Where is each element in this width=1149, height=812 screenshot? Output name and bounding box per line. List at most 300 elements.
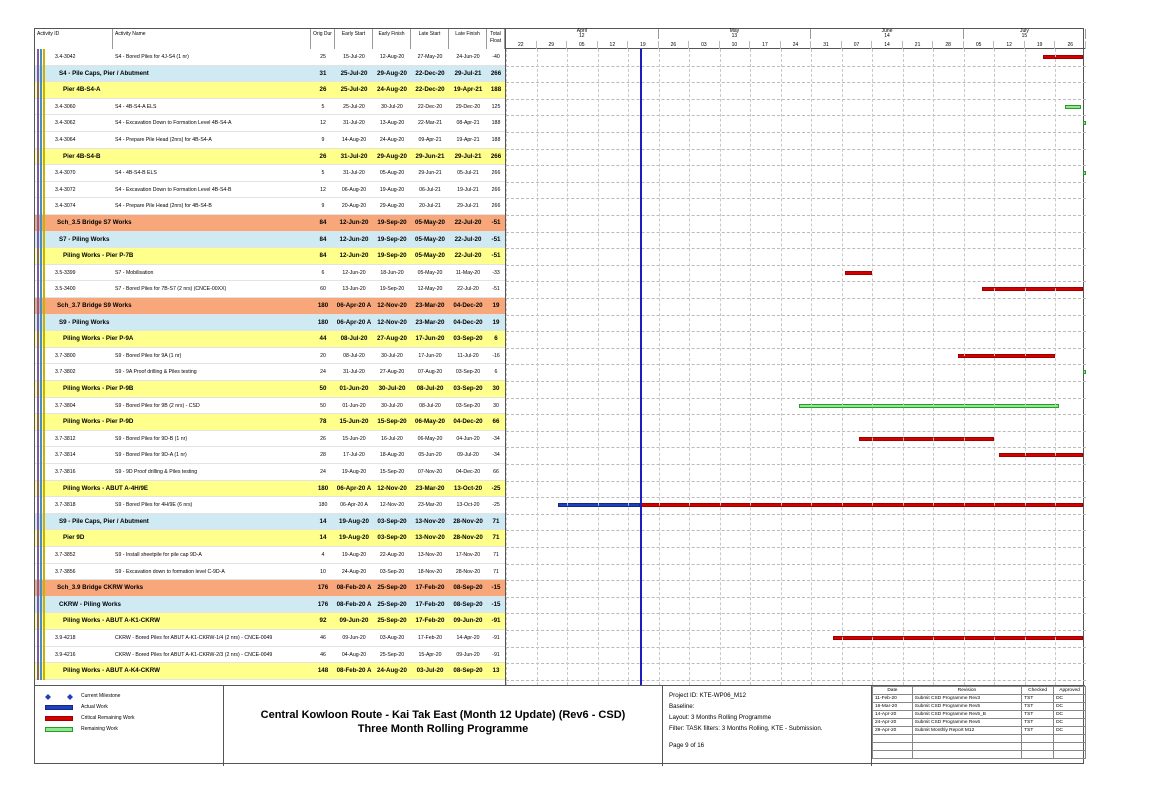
critical-bar[interactable] xyxy=(958,354,1056,358)
cell-ef: 18-Jun-20 xyxy=(380,269,404,276)
timescale-week: 21 xyxy=(903,41,934,49)
col-header-activity-name[interactable]: Activity Name xyxy=(113,29,311,49)
cell-name: Piling Works - Pier P-9A xyxy=(63,335,134,343)
outline-strip xyxy=(40,331,42,348)
subsection-row[interactable] xyxy=(35,66,505,83)
legend-remaining xyxy=(41,725,135,736)
outline-strip xyxy=(40,514,42,531)
critical-bar[interactable] xyxy=(859,437,995,441)
cell-dur: 50 xyxy=(319,385,327,392)
week-gridline xyxy=(811,49,812,685)
total-float-label-2: Float xyxy=(489,38,502,44)
cell-es: 31-Jul-20 xyxy=(343,369,365,376)
cell-lf: 05-Jul-21 xyxy=(457,170,479,177)
outline-strip xyxy=(43,564,45,581)
gantt-row-line xyxy=(506,497,1086,498)
outline-strip xyxy=(37,331,39,348)
cell-dur: 148 xyxy=(317,667,329,675)
outline-strip xyxy=(37,497,39,514)
cell-tf: 266 xyxy=(490,152,502,160)
table-row[interactable] xyxy=(35,49,505,66)
legend-milestone xyxy=(41,692,135,703)
revision-cell: DC xyxy=(1054,719,1086,727)
cell-tf: 66 xyxy=(492,418,500,426)
cell-id: 3.4-3072 xyxy=(55,186,76,193)
cell-tf: 13 xyxy=(492,667,500,675)
wbs-row[interactable] xyxy=(35,663,505,680)
outline-strip xyxy=(37,198,39,215)
revision-cell-empty xyxy=(873,743,913,751)
timescale-month xyxy=(964,29,1086,39)
cell-tf: 188 xyxy=(490,86,502,94)
table-row[interactable] xyxy=(35,447,505,464)
legend-critical-label: Critical Remaining Work xyxy=(81,715,135,721)
gantt-row-line xyxy=(506,663,1086,664)
col-header-orig-dur[interactable]: Orig Dur xyxy=(311,29,335,49)
cell-ls: 22-Dec-20 xyxy=(415,86,445,94)
critical-bar[interactable] xyxy=(999,453,1083,457)
cell-tf: -33 xyxy=(492,269,500,276)
cell-es: 12-Jun-20 xyxy=(339,252,369,260)
cell-lf: 19-Apr-21 xyxy=(456,137,480,143)
wbs-row[interactable] xyxy=(35,530,505,547)
cell-ls: 06-May-20 xyxy=(415,418,445,426)
programme-title xyxy=(223,686,663,766)
gantt-row-line xyxy=(506,281,1086,282)
cell-ls: 07-Aug-20 xyxy=(417,369,443,376)
cell-ls: 13-Nov-20 xyxy=(415,534,445,542)
outline-strip xyxy=(37,481,39,498)
outline-strip xyxy=(40,414,42,431)
cell-name: S9 - Bored Piles for 9A (1 nr) xyxy=(115,352,182,359)
outline-strip xyxy=(43,431,45,448)
timescale-week: 12 xyxy=(598,41,629,49)
outline-strip xyxy=(40,66,42,83)
outline-strip xyxy=(37,447,39,464)
wbs-row[interactable] xyxy=(35,481,505,498)
cell-lf: 29-Jul-21 xyxy=(457,203,479,210)
cell-ef: 15-Sep-20 xyxy=(377,418,407,426)
outline-strip xyxy=(40,82,42,99)
wbs-row[interactable] xyxy=(35,613,505,630)
cell-ls: 17-Feb-20 xyxy=(415,584,445,592)
table-row[interactable] xyxy=(35,630,505,647)
wbs-row[interactable] xyxy=(35,82,505,99)
gantt-row-line xyxy=(506,348,1086,349)
week-gridline xyxy=(903,49,904,685)
cell-tf: 19 xyxy=(492,318,500,326)
table-row[interactable] xyxy=(35,99,505,116)
cell-es: 19-Aug-20 xyxy=(341,469,367,475)
critical-bar[interactable] xyxy=(1043,55,1083,59)
table-row[interactable] xyxy=(35,348,505,365)
outline-strip xyxy=(40,232,42,249)
critical-bar[interactable] xyxy=(982,287,1083,291)
cell-tf: 188 xyxy=(491,137,501,143)
critical-bar[interactable] xyxy=(845,271,872,275)
col-header-early-finish[interactable]: Early Finish xyxy=(373,29,411,49)
critical-bar[interactable] xyxy=(833,636,1083,640)
project-id: Project ID: KTE-WP06_M12 xyxy=(669,692,747,699)
outline-strip xyxy=(40,630,42,647)
cell-ef: 19-Sep-20 xyxy=(377,252,407,260)
outline-strip xyxy=(37,431,39,448)
week-gridline xyxy=(750,49,751,685)
subsection-row[interactable] xyxy=(35,232,505,249)
timescale-month xyxy=(811,29,964,39)
cell-name: CKRW - Bored Piles for ABUT A-K1-CKRW-1/4 (2 nrs) - CNCE-0049 xyxy=(115,635,273,641)
cell-ls: 27-May-20 xyxy=(417,54,443,60)
revision-cell: DC xyxy=(1054,695,1086,703)
outline-strip xyxy=(40,298,42,315)
outline-strip xyxy=(37,381,39,398)
gantt-row-line xyxy=(506,431,1086,432)
month-number: 12 xyxy=(579,33,585,39)
revision-table xyxy=(871,686,1085,766)
cell-dur: 180 xyxy=(317,484,329,492)
cell-ef: 13-Aug-20 xyxy=(379,120,405,127)
gantt-chart xyxy=(505,29,1085,685)
week-gridline xyxy=(964,49,965,685)
critical-bar[interactable] xyxy=(640,503,1083,507)
cell-ef: 30-Jul-20 xyxy=(381,402,403,409)
cell-tf: -34 xyxy=(492,452,500,459)
cell-tf: 125 xyxy=(491,103,501,110)
revision-cell: DC xyxy=(1054,727,1086,735)
revision-cell-empty xyxy=(1022,735,1054,743)
cell-id: 3.7-3856 xyxy=(55,568,76,575)
remaining-bar[interactable] xyxy=(799,404,1058,408)
cell-id: 3.7-3818 xyxy=(55,502,76,509)
cell-lf: 11-May-20 xyxy=(455,269,481,276)
rev-header-date: Date xyxy=(873,687,913,695)
cell-tf: -91 xyxy=(492,635,500,641)
wbs-row[interactable] xyxy=(35,414,505,431)
table-row[interactable] xyxy=(35,497,505,514)
legend-critical xyxy=(41,714,135,725)
cell-es: 08-Feb-20 A xyxy=(336,584,372,592)
section-row[interactable] xyxy=(35,298,505,315)
revision-cell: TST xyxy=(1022,703,1054,711)
table-row[interactable] xyxy=(35,564,505,581)
week-gridline xyxy=(933,49,934,685)
cell-dur: 180 xyxy=(317,318,329,326)
cell-name: Piling Works - ABUT A-4H/9E xyxy=(63,484,149,492)
cell-lf: 03-Sep-20 xyxy=(453,335,483,343)
outline-strip xyxy=(37,49,39,66)
outline-strip xyxy=(43,149,45,166)
remaining-bar-icon xyxy=(45,727,73,732)
revision-cell: 16-Mar-20 xyxy=(873,703,913,711)
cell-id: 3.7-3800 xyxy=(55,352,76,359)
table-row[interactable] xyxy=(35,647,505,664)
wbs-row[interactable] xyxy=(35,149,505,166)
cell-ls: 06-Jul-21 xyxy=(419,186,441,193)
milestone-diamond-icon xyxy=(45,694,73,699)
cell-ef: 19-Aug-20 xyxy=(379,186,405,193)
outline-strip xyxy=(37,315,39,332)
remaining-bar[interactable] xyxy=(1083,121,1086,125)
table-row[interactable] xyxy=(35,198,505,215)
cell-id: 3.7-3816 xyxy=(55,469,76,475)
outline-strip xyxy=(43,514,45,531)
gantt-row-line xyxy=(506,464,1086,465)
col-header-late-start[interactable]: Late Start xyxy=(411,29,449,49)
outline-strip xyxy=(43,481,45,498)
week-gridline xyxy=(689,49,690,685)
cell-dur: 84 xyxy=(319,219,327,226)
gantt-row-line xyxy=(506,198,1086,199)
gantt-row-line xyxy=(506,514,1086,515)
cell-dur: 25 xyxy=(320,54,326,60)
gantt-row-line xyxy=(506,215,1086,216)
month-label: April xyxy=(576,28,587,34)
cell-name: Piling Works - Pier P-7B xyxy=(63,252,134,260)
cell-lf: 22-Jul-20 xyxy=(454,235,482,243)
table-row[interactable] xyxy=(35,182,505,199)
rev-header-approved: Approved xyxy=(1054,687,1086,695)
cell-ls: 08-Jul-20 xyxy=(416,385,444,392)
table-row[interactable] xyxy=(35,265,505,282)
outline-strip xyxy=(43,49,45,66)
cell-name: S9 - 9A Proof drilling & Piles testing xyxy=(115,369,197,376)
cell-ls: 17-Feb-20 xyxy=(415,600,445,608)
cell-tf: 266 xyxy=(491,203,501,210)
cell-es: 06-Apr-20 A xyxy=(336,302,372,309)
cell-ls: 17-Jun-20 xyxy=(418,352,442,359)
cell-tf: -51 xyxy=(492,286,500,293)
cell-es: 06-Apr-20 A xyxy=(340,502,368,509)
col-header-early-start[interactable]: Early Start xyxy=(335,29,373,49)
cell-name: S7 - Mobilisation xyxy=(115,269,154,276)
cell-dur: 9 xyxy=(321,137,325,143)
cell-es: 06-Apr-20 A xyxy=(336,484,372,492)
cell-dur: 12 xyxy=(320,186,326,193)
cell-ef: 03-Sep-20 xyxy=(377,534,407,542)
cell-name: S7 - Piling Works xyxy=(59,235,110,243)
revision-row xyxy=(873,695,1086,703)
cell-tf: -91 xyxy=(491,617,501,625)
activity-table xyxy=(35,49,505,685)
cell-name: S9 - Bored Piles for 9D-A (1 nr) xyxy=(115,452,187,459)
outline-strip xyxy=(40,248,42,265)
subsection-row[interactable] xyxy=(35,315,505,332)
cell-tf: 71 xyxy=(493,568,499,575)
table-row[interactable] xyxy=(35,431,505,448)
wbs-row[interactable] xyxy=(35,381,505,398)
revision-cell-empty xyxy=(912,743,1021,751)
cell-id: 3.4-3042 xyxy=(55,54,76,60)
month-number: 13 xyxy=(731,33,738,39)
cell-ls: 05-May-20 xyxy=(417,269,443,276)
cell-tf: -15 xyxy=(491,600,501,608)
cell-id: 3.7-3804 xyxy=(55,402,76,409)
cell-ef: 30-Jul-20 xyxy=(378,385,406,392)
outline-strip xyxy=(37,248,39,265)
cell-dur: 9 xyxy=(321,203,325,210)
cell-ls: 22-Dec-20 xyxy=(415,69,445,77)
cell-es: 15-Jul-20 xyxy=(343,54,365,60)
outline-strip xyxy=(40,398,42,415)
week-gridline xyxy=(1025,49,1026,685)
outline-strip xyxy=(40,99,42,116)
cell-es: 12-Jun-20 xyxy=(342,269,366,276)
cell-lf: 29-Jul-21 xyxy=(454,69,482,77)
cell-ef: 19-Sep-20 xyxy=(379,286,405,293)
wbs-row[interactable] xyxy=(35,331,505,348)
outline-strip xyxy=(37,663,39,680)
cell-tf: 188 xyxy=(491,120,501,127)
cell-ef: 27-Aug-20 xyxy=(379,369,405,376)
revision-cell: Submit Monthly Report M12 xyxy=(912,727,1021,735)
outline-strip xyxy=(40,447,42,464)
cell-dur: 28 xyxy=(320,452,326,459)
cell-ls: 23-Mar-20 xyxy=(418,502,442,509)
table-row[interactable] xyxy=(35,281,505,298)
outline-strip xyxy=(40,132,42,149)
legend-actual-label: Actual Work xyxy=(81,704,108,710)
cell-lf: 19-Apr-21 xyxy=(453,86,483,94)
cell-name: S4 - Excavation Down to Formation Level 4B-S4-A xyxy=(115,120,232,127)
cell-tf: -51 xyxy=(491,252,501,260)
outline-strip xyxy=(37,149,39,166)
outline-strip xyxy=(40,597,42,614)
revision-cell: TST xyxy=(1022,711,1054,719)
cell-name: Sch_3.9 Bridge CKRW Works xyxy=(57,584,144,592)
cell-lf: 22-Jul-20 xyxy=(454,219,482,226)
cell-name: S9 - Piling Works xyxy=(59,318,110,326)
cell-es: 01-Jun-20 xyxy=(339,385,369,392)
cell-lf: 03-Sep-20 xyxy=(455,402,481,409)
cell-name: S9 - Bored Piles for 9B (2 nrs) - CSD xyxy=(115,402,200,409)
legend-actual xyxy=(41,703,135,714)
subsection-row[interactable] xyxy=(35,597,505,614)
outline-strip xyxy=(40,348,42,365)
outline-strip xyxy=(37,132,39,149)
outline-strip xyxy=(37,165,39,182)
revision-cell: 24-Apr-20 xyxy=(873,719,913,727)
table-row[interactable] xyxy=(35,398,505,415)
wbs-row[interactable] xyxy=(35,248,505,265)
revision-cell: Submit CSD Programme Rev3 xyxy=(912,695,1021,703)
section-row[interactable] xyxy=(35,215,505,232)
col-header-activity-id[interactable]: Activity ID xyxy=(35,29,113,49)
table-row[interactable] xyxy=(35,464,505,481)
cell-ef: 03-Aug-20 xyxy=(379,635,405,641)
cell-name: Sch_3.7 Bridge S9 Works xyxy=(57,302,132,309)
cell-lf: 22-Jul-20 xyxy=(457,286,479,293)
cell-dur: 26 xyxy=(319,86,327,94)
revision-cell-empty xyxy=(873,735,913,743)
timescale-week: 05 xyxy=(567,41,598,49)
cell-ef: 29-Aug-20 xyxy=(377,69,407,77)
remaining-bar[interactable] xyxy=(1083,171,1086,175)
cell-lf: 09-Jun-20 xyxy=(453,617,483,625)
cell-lf: 28-Nov-20 xyxy=(453,534,483,542)
cell-dur: 24 xyxy=(320,469,326,475)
cell-ef: 25-Sep-20 xyxy=(379,651,405,658)
cell-name: S9 - Bored Piles for 4H/9E (6 nrs) xyxy=(115,502,193,509)
outline-strip xyxy=(37,99,39,116)
cell-name: S9 - 9D Proof drilling & Piles testing xyxy=(115,469,198,475)
cell-ef: 12-Nov-20 xyxy=(377,318,407,326)
timescale-header xyxy=(506,29,1086,49)
week-gridline xyxy=(994,49,995,685)
cell-dur: 26 xyxy=(319,152,327,160)
col-header-late-finish[interactable]: Late Finish xyxy=(449,29,487,49)
outline-strip xyxy=(43,232,45,249)
programme-title-line-1: Central Kowloon Route - Kai Tak East (Month 12 Update) (Rev6 - CSD) xyxy=(260,709,626,721)
cell-es: 24-Aug-20 xyxy=(341,568,367,575)
table-row[interactable] xyxy=(35,547,505,564)
cell-tf: 266 xyxy=(491,170,501,177)
remaining-bar[interactable] xyxy=(1083,370,1086,374)
revision-cell: Submit CSD Programme Rev5 xyxy=(912,703,1021,711)
cell-lf: 08-Sep-20 xyxy=(453,667,483,675)
cell-name: Pier 4B-S4-A xyxy=(63,86,101,94)
baseline: Baseline: xyxy=(669,703,695,710)
cell-ef: 15-Sep-20 xyxy=(379,469,405,475)
gantt-row-line xyxy=(506,613,1086,614)
cell-ef: 05-Aug-20 xyxy=(379,170,405,177)
outline-strip xyxy=(43,414,45,431)
cell-name: Piling Works - Pier P-9D xyxy=(63,418,134,426)
table-row[interactable] xyxy=(35,132,505,149)
timescale-month xyxy=(659,29,812,39)
cell-lf: 19-Jul-21 xyxy=(457,186,479,193)
cell-id: 3.5-3400 xyxy=(55,286,76,293)
cell-tf: -51 xyxy=(491,235,501,243)
cell-name: S4 - Prepare Pile Head (2nrs) for 4B-S4-A xyxy=(115,137,212,143)
cell-lf: 13-Oct-20 xyxy=(456,502,480,509)
cell-name: Piling Works - ABUT A-K4-CKRW xyxy=(63,667,160,675)
cell-tf: -16 xyxy=(492,352,500,359)
table-row[interactable] xyxy=(35,364,505,381)
gantt-row-line xyxy=(506,165,1086,166)
cell-es: 31-Jul-20 xyxy=(340,152,368,160)
outline-strip xyxy=(37,281,39,298)
cell-ef: 16-Jul-20 xyxy=(381,435,403,442)
cell-name: Pier 4B-S4-B xyxy=(63,152,101,160)
cell-dur: 92 xyxy=(319,617,327,625)
col-header-total-float[interactable] xyxy=(487,29,505,49)
revision-cell-empty xyxy=(1054,735,1086,743)
programme-title-line-2: Three Month Rolling Programme xyxy=(357,723,529,735)
cell-lf: 04-Dec-20 xyxy=(453,318,483,326)
cell-name: S9 - Excavation down to formation level C-9D-A xyxy=(115,568,225,575)
cell-dur: 20 xyxy=(320,352,326,359)
table-row[interactable] xyxy=(35,115,505,132)
outline-strip xyxy=(40,182,42,199)
cell-id: 3.4-3064 xyxy=(55,137,76,143)
week-gridline xyxy=(872,49,873,685)
cell-id: 3.7-3852 xyxy=(55,552,76,558)
cell-lf: 03-Sep-20 xyxy=(453,385,483,392)
cell-dur: 46 xyxy=(320,635,326,641)
cell-dur: 26 xyxy=(320,435,326,442)
remaining-bar[interactable] xyxy=(1065,105,1082,109)
outline-strip xyxy=(43,132,45,149)
subsection-row[interactable] xyxy=(35,514,505,531)
cell-es: 15-Jun-20 xyxy=(339,418,369,426)
cell-dur: 10 xyxy=(320,568,326,575)
cell-ef: 22-Aug-20 xyxy=(379,552,405,558)
week-gridline xyxy=(598,49,599,685)
section-row[interactable] xyxy=(35,580,505,597)
cell-ls: 23-Mar-20 xyxy=(415,318,445,326)
table-row[interactable] xyxy=(35,165,505,182)
cell-name: S7 - Bored Piles for 7B-S7 (2 nrs) (CNCE-00XX) xyxy=(115,286,227,293)
